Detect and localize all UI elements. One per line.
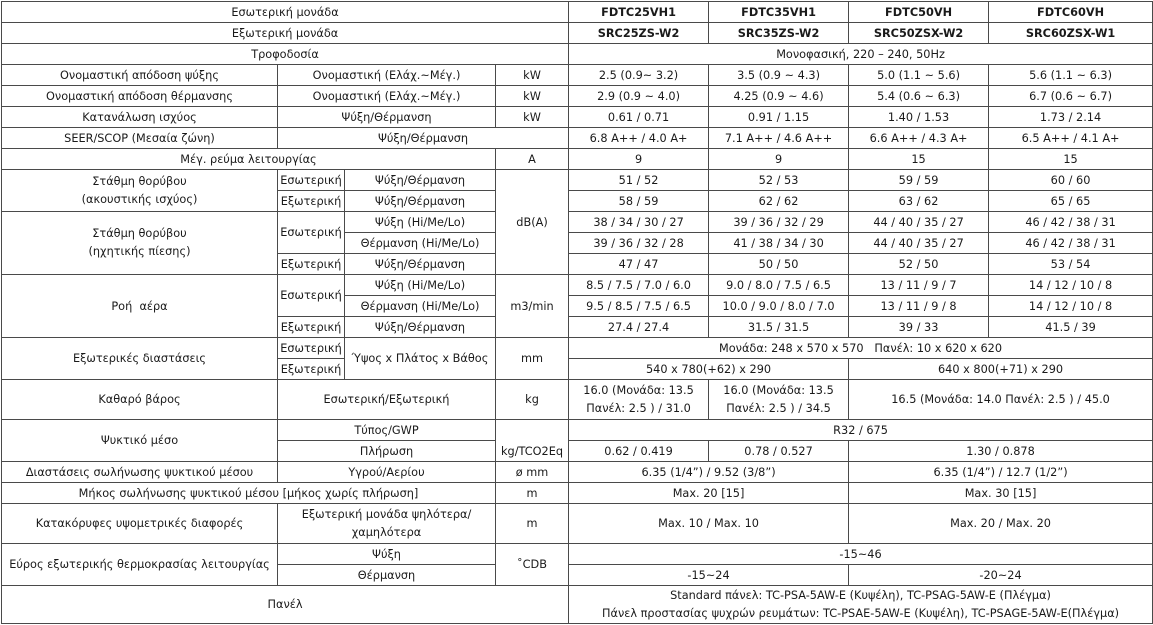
sound-power-label-line2: (ακουστικής ισχύος) <box>81 192 198 206</box>
power-supply-label: Τροφοδοσία <box>2 44 569 65</box>
value-cell: 46 / 42 / 38 / 31 <box>989 233 1153 254</box>
mode-label: Ψύξη (Hi/Me/Lo) <box>345 212 496 233</box>
refrigerant-charge-label: Πλήρωση <box>278 441 496 462</box>
sound-pressure-label-line1: Στάθμη θορύβου <box>92 227 187 240</box>
value-cell: -15~24 <box>569 565 849 586</box>
value-cell: Max. 20 [15] <box>569 483 849 504</box>
dimensions-label: Εξωτερικές διαστάσεις <box>2 338 278 380</box>
height-difference-sub <box>278 504 496 544</box>
sound-pressure-label <box>2 212 278 275</box>
sound-power-indoor-row <box>2 170 1153 191</box>
outdoor-model: SRC60ZSX-W1 <box>989 23 1153 44</box>
value-cell: 9 <box>709 149 849 170</box>
value-cell: 63 / 62 <box>849 191 989 212</box>
value-cell: 39 / 36 / 32 / 29 <box>709 212 849 233</box>
outdoor-unit-label: Εξωτερική μονάδα <box>2 23 569 44</box>
value-cell: 0.61 / 0.71 <box>569 107 709 128</box>
height-difference-row <box>2 504 1153 544</box>
panel-row <box>2 586 1153 624</box>
seer-scop-label: SEER/SCOP (Μεσαία ζώνη) <box>2 128 278 149</box>
unit-cell: ø mm <box>496 462 569 483</box>
value-cell: 1.40 / 1.53 <box>849 107 989 128</box>
value-cell: 9.0 / 8.0 / 7.5 / 6.5 <box>709 275 849 296</box>
temp-cool-value: -15~46 <box>569 544 1153 565</box>
power-supply-value: Μονοφασική, 220 – 240, 50Hz <box>569 44 1153 65</box>
mode-label: Θέρμανση (Hi/Me/Lo) <box>345 296 496 317</box>
value-cell: 6.8 A++ / 4.0 A+ <box>569 128 709 149</box>
power-consumption-row <box>2 107 1153 128</box>
mode-label: Ψύξη/Θέρμανση <box>345 170 496 191</box>
temp-range-cool-row <box>2 544 1153 565</box>
value-cell: 59 / 59 <box>849 170 989 191</box>
outdoor-model: SRC25ZS-W2 <box>569 23 709 44</box>
unit-cell: m <box>496 483 569 504</box>
max-current-label: Μέγ. ρεύμα λειτουργίας <box>2 149 496 170</box>
weight-value-line2: Πανέλ: 2.5 ) / 31.0 <box>586 401 691 415</box>
weight-value-line2: Πανέλ: 2.5 ) / 34.5 <box>726 401 831 415</box>
power-supply-row <box>2 44 1153 65</box>
sound-pressure-label-line2: (ηχητικής πίεσης) <box>88 245 191 258</box>
weight-value <box>569 380 709 420</box>
value-cell: 53 / 54 <box>989 254 1153 275</box>
value-cell: 6.5 A++ / 4.1 A+ <box>989 128 1153 149</box>
value-cell: 0.91 / 1.15 <box>709 107 849 128</box>
unit-cell: m3/min <box>496 275 569 338</box>
mode-label: Ψύξη/Θέρμανση <box>345 191 496 212</box>
mode-label: Ψύξη (Hi/Me/Lo) <box>345 275 496 296</box>
value-cell: 2.9 (0.9 ~ 4.0) <box>569 86 709 107</box>
heating-capacity-sub: Ονομαστική (Ελάχ.~Μέγ.) <box>278 86 496 107</box>
value-cell: 52 / 50 <box>849 254 989 275</box>
value-cell: 5.4 (0.6 ~ 6.3) <box>849 86 989 107</box>
specification-table <box>1 1 1153 624</box>
value-cell: 38 / 34 / 30 / 27 <box>569 212 709 233</box>
outdoor-label: Εξωτερική <box>278 359 345 380</box>
unit-cell: kW <box>496 107 569 128</box>
pipe-length-row <box>2 483 1153 504</box>
value-cell: 1.73 / 2.14 <box>989 107 1153 128</box>
indoor-dimensions-value: Μονάδα: 248 x 570 x 570 Πανέλ: 10 x 620 x 620 <box>569 338 1153 359</box>
sound-pressure-indoor-cool-row <box>2 212 1153 233</box>
weight-value-line1: 16.0 (Μονάδα: 13.5 <box>583 383 694 397</box>
value-cell: 65 / 65 <box>989 191 1153 212</box>
value-cell: 58 / 59 <box>569 191 709 212</box>
mode-label: Θέρμανση (Hi/Me/Lo) <box>345 233 496 254</box>
power-consumption-sub: Ψύξη/Θέρμανση <box>278 107 496 128</box>
value-cell: 15 <box>989 149 1153 170</box>
outdoor-model: SRC35ZS-W2 <box>709 23 849 44</box>
indoor-unit-label: Εσωτερική μονάδα <box>2 2 569 23</box>
value-cell: 39 / 33 <box>849 317 989 338</box>
indoor-model: FDTC50VH <box>849 2 989 23</box>
sound-power-label <box>2 170 278 212</box>
value-cell: 10.0 / 9.0 / 8.0 / 7.0 <box>709 296 849 317</box>
indoor-label: Εσωτερική <box>278 275 345 317</box>
outdoor-label: Εξωτερική <box>278 191 345 212</box>
value-cell: 14 / 12 / 10 / 8 <box>989 275 1153 296</box>
indoor-model: FDTC35VH1 <box>709 2 849 23</box>
unit-cell: kW <box>496 65 569 86</box>
value-cell: 39 / 36 / 32 / 28 <box>569 233 709 254</box>
outdoor-label: Εξωτερική <box>278 254 345 275</box>
value-cell: 4.25 (0.9 ~ 4.6) <box>709 86 849 107</box>
value-cell: 9.5 / 8.5 / 7.5 / 6.5 <box>569 296 709 317</box>
dimensions-sub: Ύψος x Πλάτος x Βάθος <box>345 338 496 380</box>
net-weight-sub: Εσωτερική/Εξωτερική <box>278 380 496 420</box>
refrigerant-type-label: Τύπος/GWP <box>278 420 496 441</box>
value-cell: 7.1 A++ / 4.6 A++ <box>709 128 849 149</box>
power-consumption-label: Κατανάλωση ισχύος <box>2 107 278 128</box>
value-cell: 44 / 40 / 35 / 27 <box>849 233 989 254</box>
weight-value-line1: 16.0 (Μονάδα: 13.5 <box>723 383 834 397</box>
value-cell: 5.0 (1.1 ~ 5.6) <box>849 65 989 86</box>
temp-cool-label: Ψύξη <box>278 544 496 565</box>
height-difference-label: Κατακόρυφες υψομετρικές διαφορές <box>2 504 278 544</box>
value-cell: Max. 10 / Max. 10 <box>569 504 849 544</box>
unit-cell: A <box>496 149 569 170</box>
value-cell: 52 / 53 <box>709 170 849 191</box>
dimensions-indoor-row <box>2 338 1153 359</box>
heating-capacity-label: Ονομαστική απόδοση θέρμανσης <box>2 86 278 107</box>
indoor-label: Εσωτερική <box>278 338 345 359</box>
panel-line2: Πάνελ προστασίας ψυχρών ρευμάτων: TC-PSAE-5AW-E (Κυψέλη), TC-PSAGE-5AW-E(Πλέγμα) <box>602 606 1120 620</box>
height-difference-sub-line2: χαμηλότερα <box>351 525 422 539</box>
panel-line1: Standard πάνελ: TC-PSA-5AW-E (Κυψέλη), TC-PSAG-5AW-E (Πλέγμα) <box>670 588 1051 602</box>
unit-cell: mm <box>496 338 569 380</box>
panel-label: Πανέλ <box>2 586 569 624</box>
mode-label: Ψύξη/Θέρμανση <box>345 317 496 338</box>
value-cell: 27.4 / 27.4 <box>569 317 709 338</box>
value-cell: 41.5 / 39 <box>989 317 1153 338</box>
piping-sub: Υγρού/Αερίου <box>278 462 496 483</box>
value-cell: -20~24 <box>849 565 1153 586</box>
value-cell: 50 / 50 <box>709 254 849 275</box>
value-cell: 15 <box>849 149 989 170</box>
value-cell: 6.35 (1/4”) / 12.7 (1/2”) <box>849 462 1153 483</box>
indoor-model-row <box>2 2 1153 23</box>
indoor-label: Εσωτερική <box>278 212 345 254</box>
refrigerant-type-value: R32 / 675 <box>569 420 1153 441</box>
value-cell: 41 / 38 / 34 / 30 <box>709 233 849 254</box>
outdoor-label: Εξωτερική <box>278 317 345 338</box>
unit-cell: kW <box>496 86 569 107</box>
value-cell: 0.62 / 0.419 <box>569 441 709 462</box>
value-cell: 6.35 (1/4”) / 9.52 (3/8”) <box>569 462 849 483</box>
value-cell: 5.6 (1.1 ~ 6.3) <box>989 65 1153 86</box>
heating-capacity-row <box>2 86 1153 107</box>
value-cell: 31.5 / 31.5 <box>709 317 849 338</box>
piping-label: Διαστάσεις σωλήνωσης ψυκτικού μέσου <box>2 462 278 483</box>
value-cell: 0.78 / 0.527 <box>709 441 849 462</box>
value-cell: 60 / 60 <box>989 170 1153 191</box>
weight-value-large: 16.5 (Μονάδα: 14.0 Πανέλ: 2.5 ) / 45.0 <box>849 380 1153 420</box>
value-cell: 9 <box>569 149 709 170</box>
outdoor-model-row <box>2 23 1153 44</box>
indoor-model: FDTC60VH <box>989 2 1153 23</box>
value-cell: 6.7 (0.6 ~ 6.7) <box>989 86 1153 107</box>
indoor-model: FDTC25VH1 <box>569 2 709 23</box>
outdoor-dimensions-small: 540 x 780(+62) x 290 <box>569 359 849 380</box>
pipe-length-label: Μήκος σωλήνωσης ψυκτικού μέσου [μήκος χωρίς πλήρωση] <box>2 483 496 504</box>
outdoor-model: SRC50ZSX-W2 <box>849 23 989 44</box>
outdoor-dimensions-large: 640 x 800(+71) x 290 <box>849 359 1153 380</box>
unit-cell: kg/TCO2Eq <box>496 420 569 462</box>
value-cell: 8.5 / 7.5 / 7.0 / 6.0 <box>569 275 709 296</box>
height-difference-sub-line1: Εξωτερική μονάδα ψηλότερα/ <box>301 507 472 521</box>
value-cell: 1.30 / 0.878 <box>849 441 1153 462</box>
air-flow-indoor-cool-row <box>2 275 1153 296</box>
value-cell: 47 / 47 <box>569 254 709 275</box>
refrigerant-type-row <box>2 420 1153 441</box>
cooling-capacity-sub: Ονομαστική (Ελάχ.~Μέγ.) <box>278 65 496 86</box>
value-cell: 44 / 40 / 35 / 27 <box>849 212 989 233</box>
value-cell: 6.6 A++ / 4.3 A+ <box>849 128 989 149</box>
value-cell: Max. 20 / Max. 20 <box>849 504 1153 544</box>
value-cell: Max. 30 [15] <box>849 483 1153 504</box>
panel-value <box>569 586 1153 624</box>
value-cell: 3.5 (0.9 ~ 4.3) <box>709 65 849 86</box>
value-cell: 13 / 11 / 9 / 8 <box>849 296 989 317</box>
weight-value <box>709 380 849 420</box>
mode-label: Ψύξη/Θέρμανση <box>345 254 496 275</box>
unit-cell: m <box>496 504 569 544</box>
unit-cell: kg <box>496 380 569 420</box>
max-current-row <box>2 149 1153 170</box>
value-cell: 46 / 42 / 38 / 31 <box>989 212 1153 233</box>
noise-unit: dB(A) <box>496 170 569 275</box>
seer-scop-row <box>2 128 1153 149</box>
sound-power-label-line1: Στάθμη θορύβου <box>92 174 187 188</box>
piping-row <box>2 462 1153 483</box>
value-cell: 51 / 52 <box>569 170 709 191</box>
air-flow-label: Ροή αέρα <box>2 275 278 338</box>
value-cell: 62 / 62 <box>709 191 849 212</box>
cooling-capacity-label: Ονομαστική απόδοση ψύξης <box>2 65 278 86</box>
value-cell: 13 / 11 / 9 / 7 <box>849 275 989 296</box>
unit-cell: ˚CDB <box>496 544 569 586</box>
value-cell: 2.5 (0.9~ 3.2) <box>569 65 709 86</box>
net-weight-label: Καθαρό βάρος <box>2 380 278 420</box>
value-cell: 14 / 12 / 10 / 8 <box>989 296 1153 317</box>
refrigerant-label: Ψυκτικό μέσο <box>2 420 278 462</box>
cooling-capacity-row <box>2 65 1153 86</box>
indoor-label: Εσωτερική <box>278 170 345 191</box>
temp-heat-label: Θέρμανση <box>278 565 496 586</box>
net-weight-row <box>2 380 1153 420</box>
seer-scop-sub: Ψύξη/Θέρμανση <box>278 128 569 149</box>
temp-range-label: Εύρος εξωτερικής θερμοκρασίας λειτουργίας <box>2 544 278 586</box>
